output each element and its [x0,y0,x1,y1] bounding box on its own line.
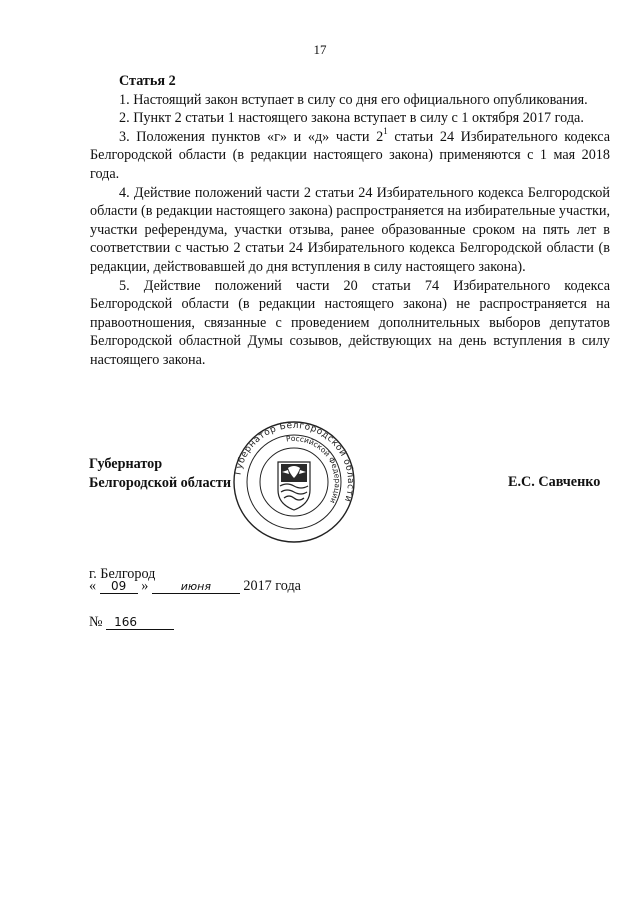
date-open-quote: « [89,578,97,594]
date-close-quote: » [141,578,149,594]
number-value: 166 [106,615,174,630]
official-seal [232,420,356,544]
seal-outer-text: Губернатор Белгородской области [233,420,356,504]
paragraph-3-text-end: статьи 24 Избирательного кодекса Белгородской области (в редакции настоящего закона) применяются с 1 мая 2018 года. [90,128,610,182]
article-title: Статья 2 [119,73,176,89]
article-paragraph-1: 1. Настоящий закон вступает в силу со дня его официального опубликования. [119,91,588,108]
coat-of-arms-icon [278,462,310,510]
paragraph-3-superscript: 1 [383,126,388,137]
date-year: 2017 года [243,578,301,594]
article-paragraph-3 [90,128,610,184]
signature-position-line-1: Губернатор [89,456,163,472]
page-number: 17 [313,42,327,57]
signature-position-line-2: Белгородской области [89,475,231,491]
article-paragraph-2: 2. Пункт 2 статьи 1 настоящего закона вступает в силу с 1 октября 2017 года. [119,110,584,127]
date-month: июня [152,580,240,594]
seal-inner-text: Российской Федерации [285,433,343,505]
date-day: 09 [100,579,138,594]
signing-place: г. Белгород [89,566,156,582]
article-paragraph-5: 5. Действие положений части 20 статьи 74 Избирательного кодекса Белгородской области (в редакции настоящего закона) не распространяется на правоотношения, связанные с проведением дополнительных выборов депутатов Белгородской областной Думы созывов, действующих на день вступления в силу настоящего закона. [90,277,610,368]
number-label: № [89,614,103,630]
document-number [89,614,174,631]
article-body [90,72,610,370]
paragraph-3-text-start: 3. Положения пунктов «г» и «д» части 2 [119,128,384,145]
signature-position [89,455,231,493]
article-paragraph-4: 4. Действие положений части 2 статьи 24 Избирательного кодекса Белгородской области (в редакции настоящего закона) распространяется на избирательные участки, участки референдума, участки отзыва, ранее образованные сроком на пять лет в соответствии с частью 2 статьи 24 Избирательного кодекса Белгородской области (в редакции, действовавшей до дня вступления в силу настоящего закона). [90,184,610,275]
signing-date [89,578,301,595]
signer-name: Е.С. Савченко [508,474,601,490]
